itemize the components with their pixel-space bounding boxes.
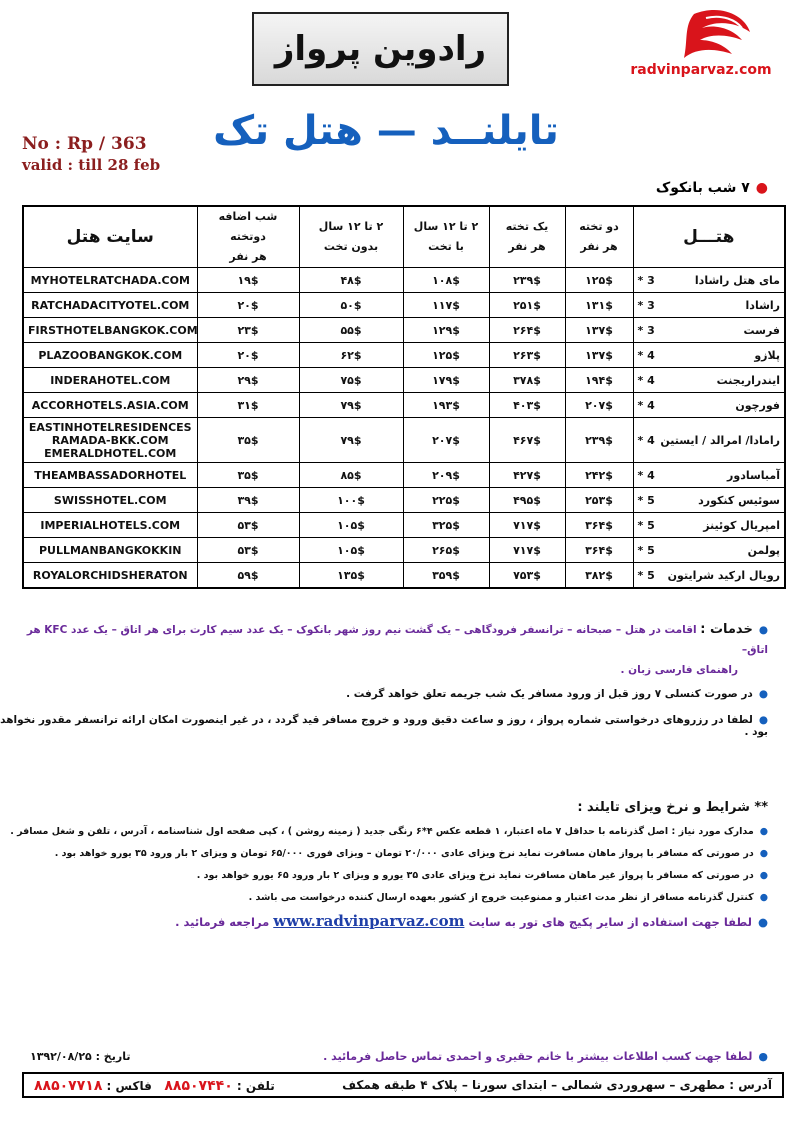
hotel-site: THEAMBASSADORHOTEL: [23, 463, 197, 488]
hotel-site: MYHOTELRATCHADA.COM: [23, 268, 197, 293]
price-single: ۴۹۵$: [489, 488, 565, 513]
table-row: [23, 293, 785, 318]
bullet-icon: ●: [757, 915, 768, 929]
brand-name: رادوین پرواز: [274, 29, 487, 69]
price-extra-night: ۲۰$: [197, 293, 299, 318]
section-heading: ●۷ شب بانکوک: [655, 180, 768, 196]
price-single: ۲۶۴$: [489, 318, 565, 343]
price-extra-night: ۵۳$: [197, 538, 299, 563]
price-child-nobed: ۶۲$: [299, 343, 403, 368]
table-row: [23, 488, 785, 513]
col-double: دو تخته هر نفر: [565, 206, 633, 268]
hotel-site: ACCORHOTELS.ASIA.COM: [23, 393, 197, 418]
bullet-icon: ●: [759, 826, 768, 837]
col-child-bed: ۲ تا ۱۲ سال با تخت: [403, 206, 489, 268]
star-rating: * 4: [637, 468, 655, 482]
price-extra-night: ۲۰$: [197, 343, 299, 368]
price-single: ۲۵۱$: [489, 293, 565, 318]
price-single: ۴۶۷$: [489, 418, 565, 463]
price-double: ۱۳۷$: [565, 343, 633, 368]
bullet-icon: ●: [755, 180, 768, 196]
price-extra-night: ۵۳$: [197, 513, 299, 538]
valid-until: valid : till 28 feb: [22, 156, 161, 174]
price-child-bed: ۳۵۹$: [403, 563, 489, 589]
price-child-nobed: ۱۰۵$: [299, 513, 403, 538]
price-extra-night: ۲۹$: [197, 368, 299, 393]
price-double: ۱۳۱$: [565, 293, 633, 318]
price-single: ۷۱۷$: [489, 538, 565, 563]
price-single: ۷۱۷$: [489, 513, 565, 538]
star-rating: * 4: [637, 348, 655, 362]
price-child-nobed: ۱۰۰$: [299, 488, 403, 513]
star-rating: * 4: [637, 373, 655, 387]
hotel-name: امپریال کوئینز * 5: [633, 513, 785, 538]
visa-conditions-title: ** شرایط و نرخ ویزای تایلند :: [577, 800, 768, 815]
price-child-nobed: ۵۰$: [299, 293, 403, 318]
hotel-name: سوئیس کنکورد * 5: [633, 488, 785, 513]
price-single: ۴۲۷$: [489, 463, 565, 488]
price-child-nobed: ۸۵$: [299, 463, 403, 488]
price-double: ۳۶۴$: [565, 538, 633, 563]
hotel-price-table: [22, 205, 786, 589]
price-child-bed: ۲۰۷$: [403, 418, 489, 463]
hotel-site: FIRSTHOTELBANGKOK.COM: [23, 318, 197, 343]
price-child-bed: ۱۷۹$: [403, 368, 489, 393]
table-row: [23, 538, 785, 563]
hotel-name: آمباسادور * 4: [633, 463, 785, 488]
price-double: ۱۳۷$: [565, 318, 633, 343]
star-rating: * 4: [637, 398, 655, 412]
price-child-bed: ۳۲۵$: [403, 513, 489, 538]
services-block: ●خدمات : اقامت در هتل – صبحانه – ترانسفر فرودگاهی – یک گشت نیم روز شهر بانکوک – یک عدد سیم کارت برای هر اتاق – یک عدد KFC هر اتاق– راهنمای فارسی زبان .: [26, 622, 768, 676]
table-row: [23, 393, 785, 418]
hotel-name: فرست * 3: [633, 318, 785, 343]
hotel-site: PULLMANBANGKOKKIN: [23, 538, 197, 563]
site-link[interactable]: www.radvinparvaz.com: [273, 912, 465, 930]
visa-docs: ●مدارک مورد نیاز : اصل گذرنامه با حداقل ۷ ماه اعتبار، ۱ قطعه عکس ۴*۶ رنگی جدید ( زمینه روشن ) ، کپی صفحه اول شناسنامه ، آدرس ، تلفن و شغل مسافر .: [10, 826, 768, 837]
price-child-bed: ۲۰۹$: [403, 463, 489, 488]
hotel-name: ایندراریجنت * 4: [633, 368, 785, 393]
hotel-name: رامادا/ امرالد / ایستین * 4: [633, 418, 785, 463]
price-child-nobed: ۱۳۵$: [299, 563, 403, 589]
hotel-name: مای هتل راشادا * 3: [633, 268, 785, 293]
price-single: ۲۶۳$: [489, 343, 565, 368]
price-single: ۴۰۳$: [489, 393, 565, 418]
bullet-icon: ●: [759, 848, 768, 859]
col-site: سایت هتل: [23, 206, 197, 268]
price-double: ۳۸۲$: [565, 563, 633, 589]
price-child-bed: ۱۲۵$: [403, 343, 489, 368]
hotel-name: رویال ارکید شرایتون * 5: [633, 563, 785, 589]
table-row: [23, 418, 785, 463]
more-tours: ●لطفا جهت استفاده از سایر پکیج های تور به سایت www.radvinparvaz.com مراجعه فرمائید .: [175, 912, 768, 930]
hotel-site: IMPERIALHOTELS.COM: [23, 513, 197, 538]
hotel-site: SWISSHOTEL.COM: [23, 488, 197, 513]
hotel-site: EASTINHOTELRESIDENCES RAMADA-BKK.COM EMERALDHOTEL.COM: [23, 418, 197, 463]
table-header-row: [23, 206, 785, 268]
price-child-nobed: ۷۹$: [299, 393, 403, 418]
contact-line: ●لطفا جهت کسب اطلاعات بیشتر با خانم حقیری و احمدی تماس حاصل فرمائید .: [323, 1050, 768, 1063]
note-cancellation: ●در صورت کنسلی ۷ روز قبل از ورود مسافر یک شب جریمه تعلق خواهد گرفت .: [346, 688, 768, 700]
price-child-nobed: ۷۵$: [299, 368, 403, 393]
hotel-site: INDERAHOTEL.COM: [23, 368, 197, 393]
star-rating: * 3: [637, 273, 655, 287]
col-extra-night: شب اضافه دوتخته هر نفر: [197, 206, 299, 268]
address: آدرس : مطهری – سهروردی شمالی – ابتدای سورنا – پلاک ۴ طبقه همکف: [342, 1078, 772, 1092]
table-row: [23, 268, 785, 293]
table-row: [23, 563, 785, 589]
price-extra-night: ۳۵$: [197, 463, 299, 488]
hotel-name: راشادا * 3: [633, 293, 785, 318]
price-extra-night: ۳۹$: [197, 488, 299, 513]
star-rating: * 5: [637, 568, 655, 582]
col-hotel: هتـــل: [633, 206, 785, 268]
price-extra-night: ۲۳$: [197, 318, 299, 343]
price-extra-night: ۱۹$: [197, 268, 299, 293]
price-single: ۳۷۸$: [489, 368, 565, 393]
bullet-icon: ●: [758, 688, 768, 700]
price-child-nobed: ۱۰۵$: [299, 538, 403, 563]
price-double: ۲۴۲$: [565, 463, 633, 488]
footer-box: [22, 1072, 784, 1098]
price-child-bed: ۱۰۸$: [403, 268, 489, 293]
price-double: ۱۲۵$: [565, 268, 633, 293]
price-child-bed: ۱۲۹$: [403, 318, 489, 343]
price-double: ۲۳۹$: [565, 418, 633, 463]
hotel-site: ROYALORCHIDSHERATON: [23, 563, 197, 589]
table-row: [23, 318, 785, 343]
table-row: [23, 463, 785, 488]
star-rating: * 3: [637, 323, 655, 337]
issue-date: تاریخ : ۱۳۹۲/۰۸/۲۵: [30, 1050, 131, 1063]
brand-box: [252, 12, 509, 86]
price-double: ۲۵۳$: [565, 488, 633, 513]
price-double: ۳۶۴$: [565, 513, 633, 538]
bullet-icon: ●: [758, 714, 768, 726]
price-double: ۱۹۴$: [565, 368, 633, 393]
price-extra-night: ۳۵$: [197, 418, 299, 463]
phone-fax: تلفن : ۸۸۵۰۷۴۴۰ فاکس : ۸۸۵۰۷۷۱۸: [34, 1078, 275, 1094]
table-row: [23, 343, 785, 368]
table-row: [23, 368, 785, 393]
visa-mahan: ●در صورتی که مسافر با پرواز ماهان مسافرت نماید نرخ ویزای عادی ۲۰/۰۰۰ تومان – ویزای فوری ۶۵/۰۰۰ تومان و ویزای ۲ بار ورود ۳۵ یورو خواهد بود .: [54, 848, 768, 859]
page-title: تایلنــد — هتل تک: [213, 108, 559, 154]
visa-passport: ●کنترل گذرنامه مسافر از نظر مدت اعتبار و ممنوعیت خروج از کشور بعهده ارسال کننده درخواست می باشد .: [248, 892, 768, 903]
ref-number: No : Rp / 363: [22, 134, 147, 154]
star-rating: * 5: [637, 518, 655, 532]
site-url: radvinparvaz.com: [630, 62, 772, 78]
hotel-name: فورچون * 4: [633, 393, 785, 418]
star-rating: * 3: [637, 298, 655, 312]
price-extra-night: ۳۱$: [197, 393, 299, 418]
table-row: [23, 513, 785, 538]
price-child-bed: ۲۲۵$: [403, 488, 489, 513]
star-rating: * 5: [637, 493, 655, 507]
hotel-site: PLAZOOBANGKOK.COM: [23, 343, 197, 368]
price-extra-night: ۵۹$: [197, 563, 299, 589]
hotel-site: RATCHADACITYOTEL.COM: [23, 293, 197, 318]
price-child-nobed: ۴۸$: [299, 268, 403, 293]
price-child-nobed: ۷۹$: [299, 418, 403, 463]
hotel-name: پولمن * 5: [633, 538, 785, 563]
visa-other: ●در صورتی که مسافر با پرواز غیر ماهان مسافرت نماید نرخ ویزای عادی ۳۵ یورو و ویزای ۲ بار ورود ۶۵ یورو خواهد بود .: [196, 870, 768, 881]
bullet-icon: ●: [759, 892, 768, 903]
bullet-icon: ●: [758, 1050, 768, 1063]
star-rating: * 4: [637, 433, 655, 447]
wing-logo-icon: [644, 6, 754, 66]
hotel-name: پلازو * 4: [633, 343, 785, 368]
price-single: ۷۵۳$: [489, 563, 565, 589]
col-child-nobed: ۲ تا ۱۲ سال بدون تخت: [299, 206, 403, 268]
price-single: ۲۳۹$: [489, 268, 565, 293]
price-child-bed: ۱۹۳$: [403, 393, 489, 418]
price-child-bed: ۲۶۵$: [403, 538, 489, 563]
col-single: یک تخته هر نفر: [489, 206, 565, 268]
star-rating: * 5: [637, 543, 655, 557]
price-child-nobed: ۵۵$: [299, 318, 403, 343]
bullet-icon: ●: [758, 624, 768, 636]
note-flight-info: ●لطفا در رزروهای درخواستی شماره پرواز ، روز و ساعت دقیق ورود و خروج مسافر قید گردد ، در غیر اینصورت امکان ارائه ترانسفر مقدور نخواهد بود .: [0, 714, 768, 738]
bullet-icon: ●: [759, 870, 768, 881]
price-child-bed: ۱۱۷$: [403, 293, 489, 318]
price-double: ۲۰۷$: [565, 393, 633, 418]
